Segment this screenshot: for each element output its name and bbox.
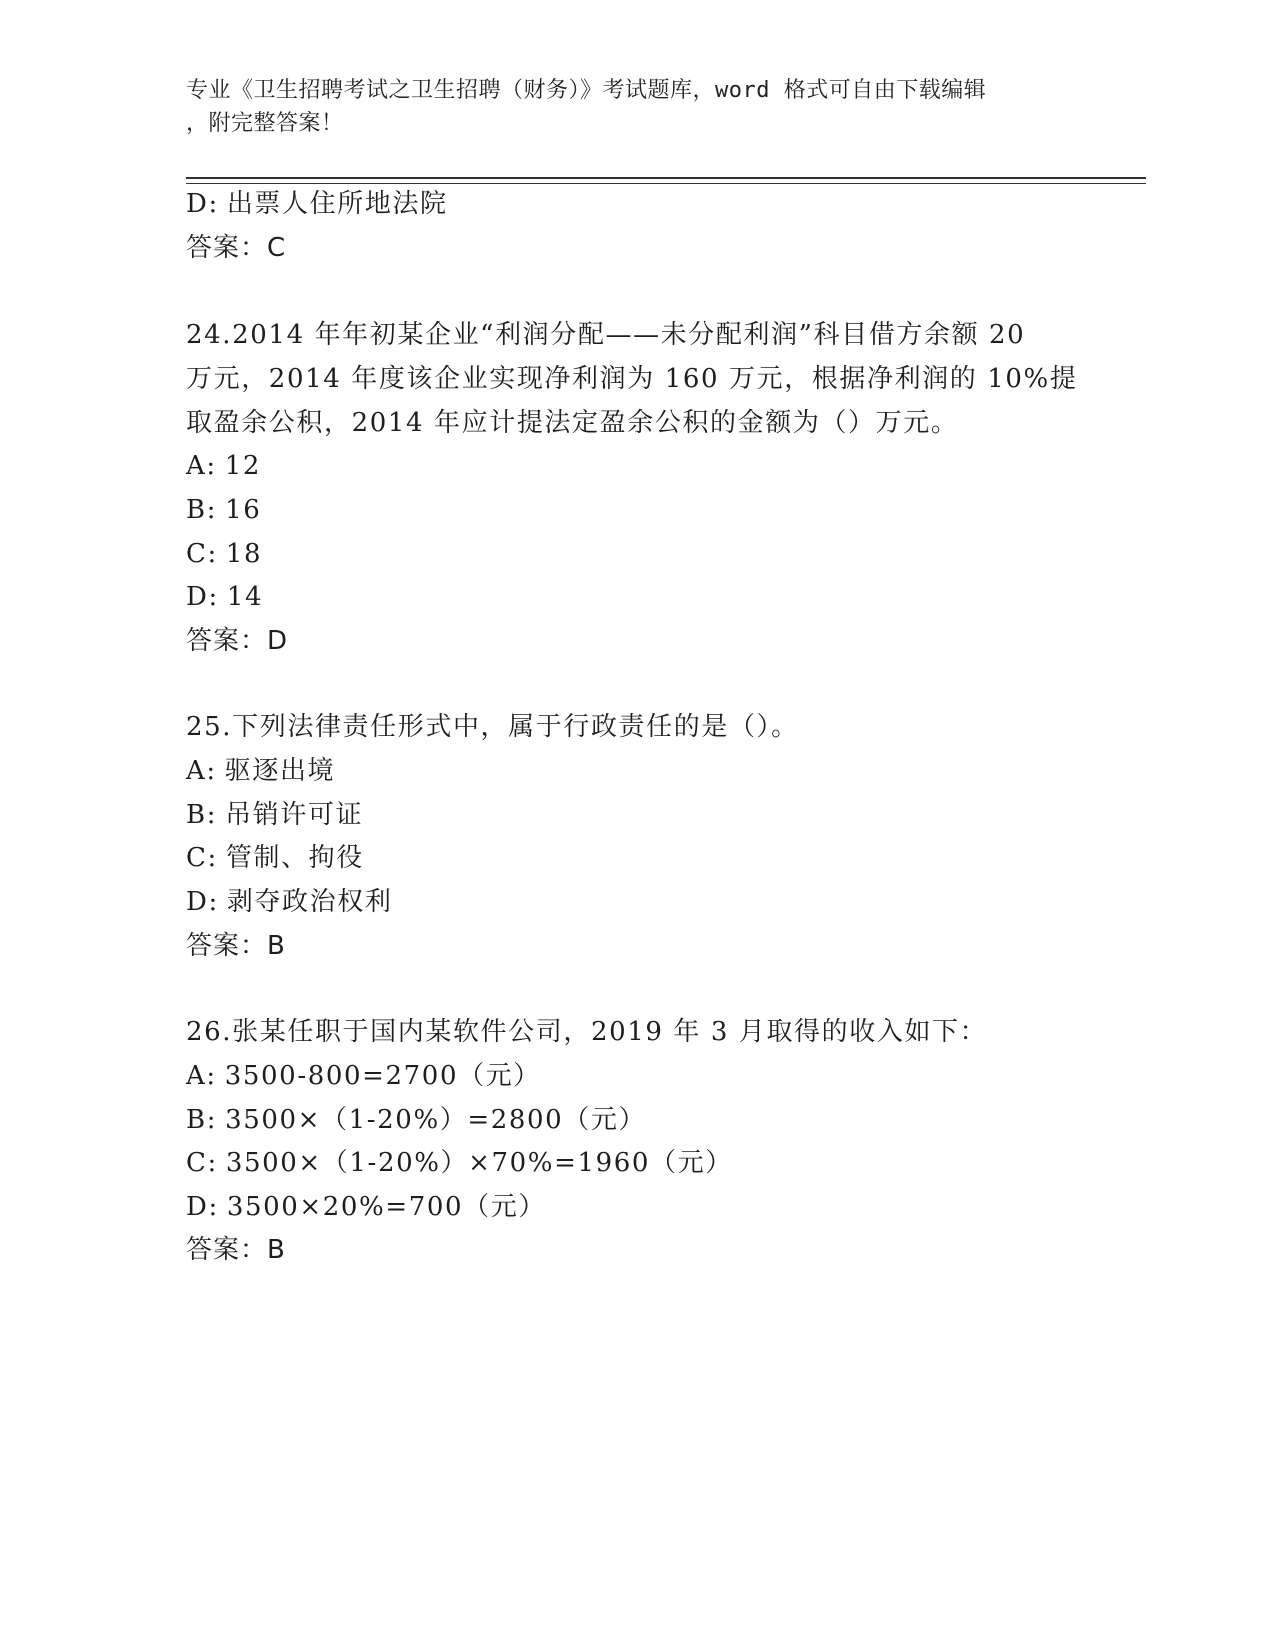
option-text: 出票人住所地法院 bbox=[226, 189, 448, 219]
option-key: B: bbox=[186, 1105, 218, 1135]
option-key: C: bbox=[186, 843, 218, 873]
header-line-1: 专业《卫生招聘考试之卫生招聘（财务）》考试题库，word 格式可自由下载编辑 bbox=[186, 78, 987, 103]
q25-answer: 答案：B bbox=[186, 931, 286, 961]
q24-stem-line-1: 24.2014 年年初某企业“利润分配——未分配利润”科目借方余额 20 bbox=[186, 320, 1026, 350]
option-key: D: bbox=[186, 1192, 219, 1222]
option-key: C: bbox=[186, 1148, 218, 1178]
q26-option-b bbox=[186, 1103, 646, 1137]
q24-option-a bbox=[186, 449, 261, 483]
option-text: 3500×20%=700（元） bbox=[226, 1192, 546, 1222]
prev-option-d bbox=[186, 187, 448, 221]
q26-option-c bbox=[186, 1146, 733, 1180]
option-key: B: bbox=[186, 800, 218, 830]
document-header bbox=[186, 74, 1066, 140]
option-text: 16 bbox=[225, 495, 262, 525]
option-key: D: bbox=[186, 582, 219, 612]
q24-option-d bbox=[186, 580, 263, 614]
option-key: D: bbox=[186, 189, 219, 219]
option-text: 14 bbox=[226, 582, 264, 612]
q24-option-c bbox=[186, 537, 262, 571]
q26-answer: 答案：B bbox=[186, 1235, 286, 1265]
option-key: A: bbox=[186, 451, 217, 481]
q24-stem-line-2: 万元，2014 年度该企业实现净利润为 160 万元，根据净利润的 10%提 bbox=[186, 364, 1078, 394]
option-text: 3500-800=2700（元） bbox=[224, 1061, 541, 1091]
option-text: 18 bbox=[225, 539, 263, 569]
q25-option-b bbox=[186, 798, 363, 832]
q26-option-d bbox=[186, 1190, 546, 1224]
option-text: 3500×（1-20%）=2800（元） bbox=[225, 1105, 647, 1135]
q26-stem: 26.张某任职于国内某软件公司，2019 年 3 月取得的收入如下： bbox=[186, 1017, 988, 1047]
q25-option-d bbox=[186, 885, 392, 919]
option-text: 3500×（1-20%）×70%=1960（元） bbox=[225, 1148, 733, 1178]
header-divider-thin bbox=[186, 183, 1146, 184]
q24-stem-line-3: 取盈余公积，2014 年应计提法定盈余公积的金额为（）万元。 bbox=[186, 408, 959, 438]
option-text: 剥夺政治权利 bbox=[226, 887, 393, 917]
q25-option-a bbox=[186, 754, 335, 788]
option-text: 管制、拘役 bbox=[225, 843, 364, 873]
q26-option-a bbox=[186, 1059, 541, 1093]
header-divider-thick bbox=[186, 177, 1146, 179]
option-key: C: bbox=[186, 539, 218, 569]
option-key: B: bbox=[186, 495, 218, 525]
header-line-2: ，附完整答案！ bbox=[186, 111, 344, 136]
q24-option-b bbox=[186, 493, 261, 527]
option-text: 12 bbox=[224, 451, 262, 481]
prev-answer: 答案：C bbox=[186, 233, 287, 263]
q25-stem: 25.下列法律责任形式中，属于行政责任的是（）。 bbox=[186, 712, 799, 742]
q24-answer: 答案：D bbox=[186, 626, 289, 656]
option-key: A: bbox=[186, 1061, 217, 1091]
option-key: A: bbox=[186, 756, 217, 786]
option-text: 吊销许可证 bbox=[225, 800, 364, 830]
option-key: D: bbox=[186, 887, 219, 917]
option-text: 驱逐出境 bbox=[224, 756, 336, 786]
q25-option-c bbox=[186, 841, 364, 875]
